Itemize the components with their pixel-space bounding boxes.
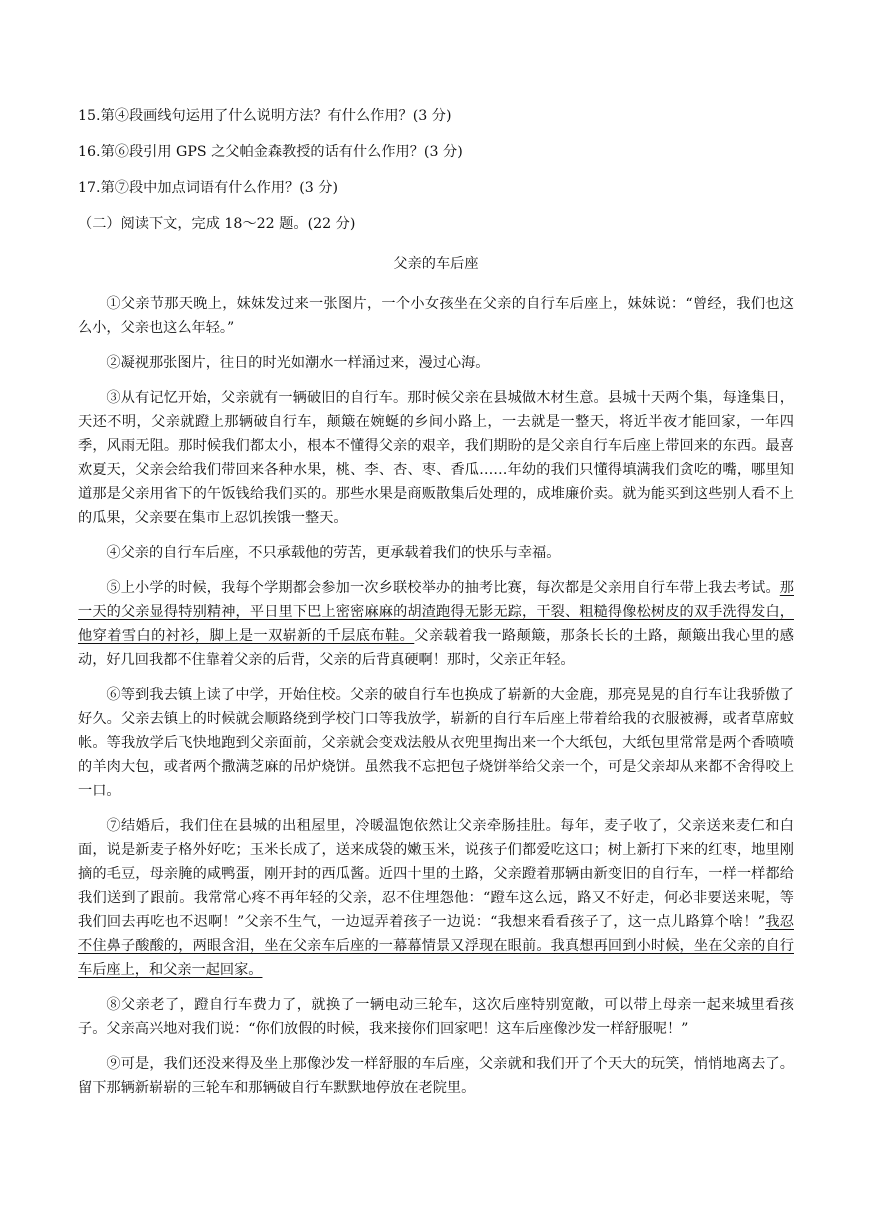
paragraph-5 bbox=[78, 576, 794, 672]
paragraph-9: ⑨可是，我们还没来得及坐上那像沙发一样舒服的车后座，父亲就和我们开了个天大的玩笑，悄悄地离去了。留下那辆新崭崭的三轮车和那辆破自行车默默地停放在老院里。 bbox=[78, 1056, 794, 1096]
question-15: 15.第④段画线句运用了什么说明方法？有什么作用？(3 分) bbox=[78, 108, 452, 124]
paragraph-7-underlined-sentence: 我忍不住鼻子酸酸的，两眼含泪，坐在父亲车后座的一幕幕情景又浮现在眼前。我真想再回到小时候，坐在父亲的自行车后座上，和父亲一起回家。 bbox=[78, 914, 794, 978]
paragraph-7-lead: ⑦结婚后，我们住在县城的出租屋里，冷暖温饱依然让父亲牵肠挂肚。每年，麦子收了，父亲送来麦仁和白面，说是新麦子格外好吃；玉米长成了，送来成袋的嫩玉米，说孩子们都爱吃这口；树上新打下来的红枣，地里刚摘的毛豆，母亲腌的咸鸭蛋，刚开封的西瓜酱。近四十里的土路，父亲蹬着那辆由新变旧的自行车，一样一样都给我们送到了跟前。我常常心疼不再年轻的父亲，忍不住埋怨他：“蹬车这么远，路又不好走，何必非要送来呢，等我们回去再吃也不迟啊！”父亲不生气，一边逗弄着孩子一边说：“我想来看看孩子了，这一点儿路算个啥！” bbox=[78, 818, 794, 930]
paragraph-8: ⑧父亲老了，蹬自行车费力了，就换了一辆电动三轮车，这次后座特别宽敞，可以带上母亲一起来城里看孩子。父亲高兴地对我们说：“你们放假的时候，我来接你们回家吧！这车后座像沙发一样舒服呢！” bbox=[78, 997, 794, 1037]
paragraph-5-underlined-sentence: 那一天的父亲显得特别精神，平日里下巴上密密麻麻的胡渣跑得无影无踪，干裂、粗糙得像松树皮的双手洗得发白，他穿着雪白的衬衫，脚上是一双崭新的千层底布鞋。 bbox=[78, 580, 794, 644]
paragraph-6: ⑥等到我去镇上读了中学，开始住校。父亲的破自行车也换成了崭新的大金鹿，那亮晃晃的自行车让我骄傲了好久。父亲去镇上的时候就会顺路绕到学校门口等我放学，崭新的自行车后座上带着给我的衣服被褥，或者草席蚊帐。等我放学后飞快地跑到父亲面前，父亲就会变戏法般从衣兜里掏出来一个大纸包，大纸包里常常是两个香喷喷的羊肉大包，或者两个撒满芝麻的吊炉烧饼。虽然我不忘把包子烧饼举给父亲一个，可是父亲却从来都不舍得咬上一口。 bbox=[78, 687, 794, 799]
paragraph-4: ④父亲的自行车后座，不只承载他的劳苦，更承载着我们的快乐与幸福。 bbox=[106, 545, 561, 561]
paragraph-5-lead: ⑤上小学的时候，我每个学期都会参加一次乡联校举办的抽考比赛，每次都是父亲用自行车带上我去考试。 bbox=[106, 580, 780, 596]
paragraph-3: ③从有记忆开始，父亲就有一辆破旧的自行车。那时候父亲在县城做木材生意。县城十天两个集，每逢集日，天还不明，父亲就蹬上那辆破自行车，颠簸在婉蜒的乡间小路上，一去就是一整天，将近半夜才能回家，一年四季，风雨无阻。那时候我们都太小，根本不懂得父亲的艰辛，我们期盼的是父亲自行车后座上带回来的东西。最喜欢夏天，父亲会给我们带回来各种水果，桃、李、杏、枣、香瓜……年幼的我们只懂得填满我们贪吃的嘴，哪里知道那是父亲用省下的午饭钱给我们买的。那些水果是商贩散集后处理的，成堆廉价卖。就为能买到这些别人看不上的瓜果，父亲要在集市上忍饥挨饿一整天。 bbox=[78, 390, 794, 526]
paragraph-2: ②凝视那张图片，往日的时光如潮水一样涌过来，漫过心海。 bbox=[106, 355, 490, 371]
paragraph-5-tail: 父亲载着我一路颠簸，那条长长的土路，颠簸出我心里的感动，好几回我都不住靠着父亲的后背，父亲的后背真硬啊！那时，父亲正年轻。 bbox=[78, 628, 794, 668]
article-title: 父亲的车后座 bbox=[393, 256, 479, 272]
section-heading: （二）阅读下文，完成 18～22 题。(22 分) bbox=[78, 216, 356, 232]
question-16: 16.第⑥段引用 GPS 之父帕金森教授的话有什么作用？(3 分) bbox=[78, 144, 463, 160]
paragraph-7 bbox=[78, 814, 794, 982]
question-17: 17.第⑦段中加点词语有什么作用？(3 分) bbox=[78, 180, 338, 196]
paragraph-1: ①父亲节那天晚上，妹妹发过来一张图片，一个小女孩坐在父亲的自行车后座上，妹妹说：“曾经，我们也这么小，父亲也这么年轻。” bbox=[78, 296, 794, 336]
